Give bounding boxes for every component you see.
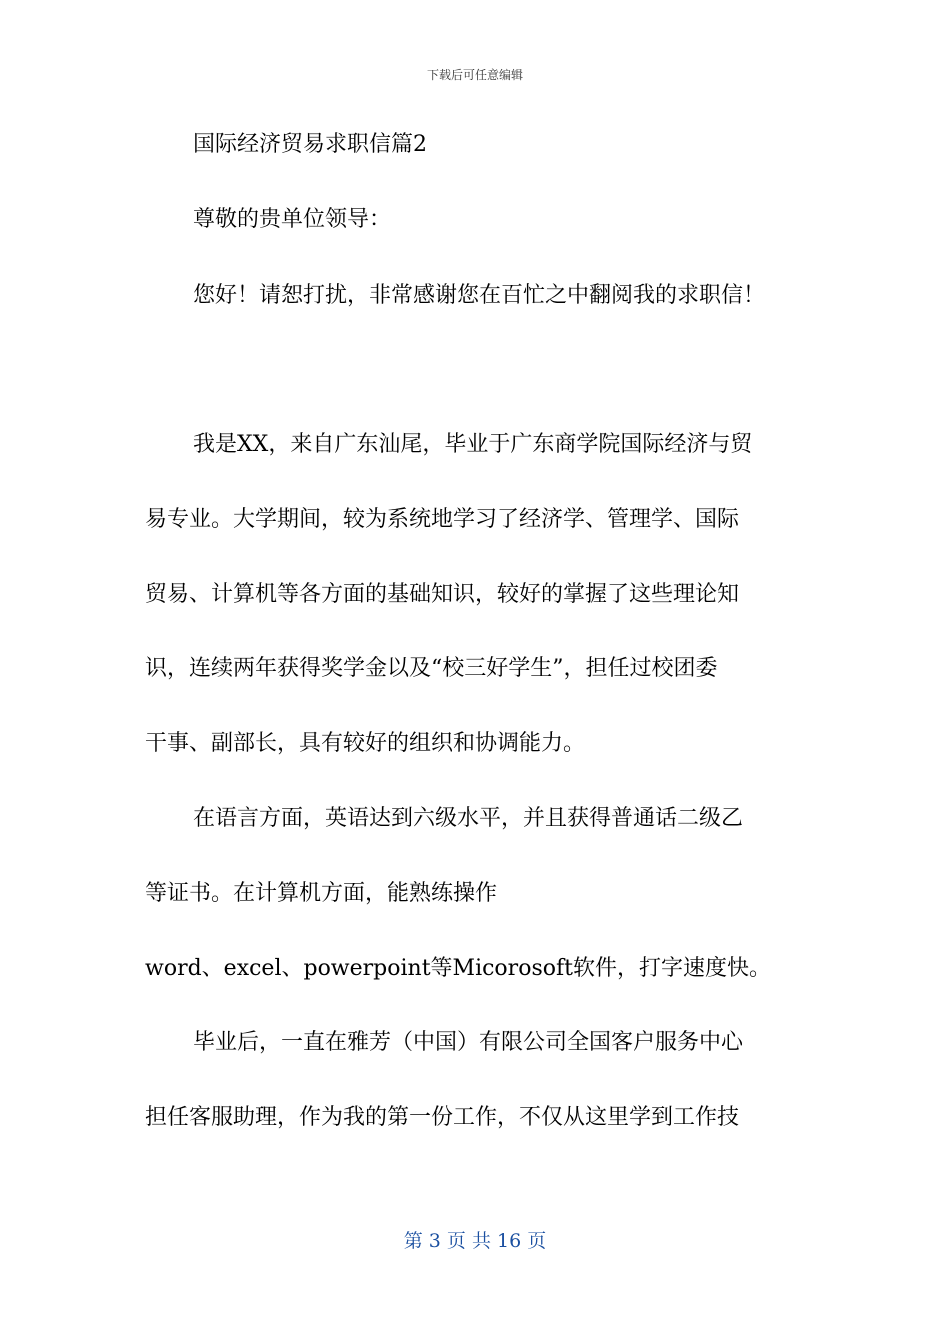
body-line: 干事、副部长，具有较好的组织和协调能力。 — [145, 731, 586, 756]
body-line: 担任客服助理，作为我的第一份工作，不仅从这里学到工作技 — [145, 1105, 740, 1130]
body-line: 贸易、计算机等各方面的基础知识，较好的掌握了这些理论知 — [145, 582, 740, 607]
header-note: 下载后可任意编辑 — [426, 68, 523, 82]
body-line: word、excel、powerpoint等Micorosoft软件，打字速度快。 — [145, 956, 771, 981]
body-line: 毕业后，一直在雅芳（中国）有限公司全国客户服务中心 — [193, 1030, 744, 1055]
body-line: 等证书。在计算机方面，能熟练操作 — [145, 881, 498, 906]
body-line: 在语言方面，英语达到六级水平，并且获得普通话二级乙 — [193, 806, 744, 831]
body-line: 我是XX，来自广东汕尾，毕业于广东商学院国际经济与贸 — [193, 432, 753, 457]
greeting: 您好！请恕打扰，非常感谢您在百忙之中翻阅我的求职信！ — [193, 283, 766, 308]
body-line: 易专业。大学期间，较为系统地学习了经济学、管理学、国际 — [145, 507, 740, 532]
page-number: 第 3 页 共 16 页 — [403, 1230, 547, 1252]
salutation: 尊敬的贵单位领导： — [193, 207, 392, 232]
document-title: 国际经济贸易求职信篇2 — [193, 132, 427, 157]
body-line: 识，连续两年获得奖学金以及“校三好学生”，担任过校团委 — [145, 656, 718, 681]
